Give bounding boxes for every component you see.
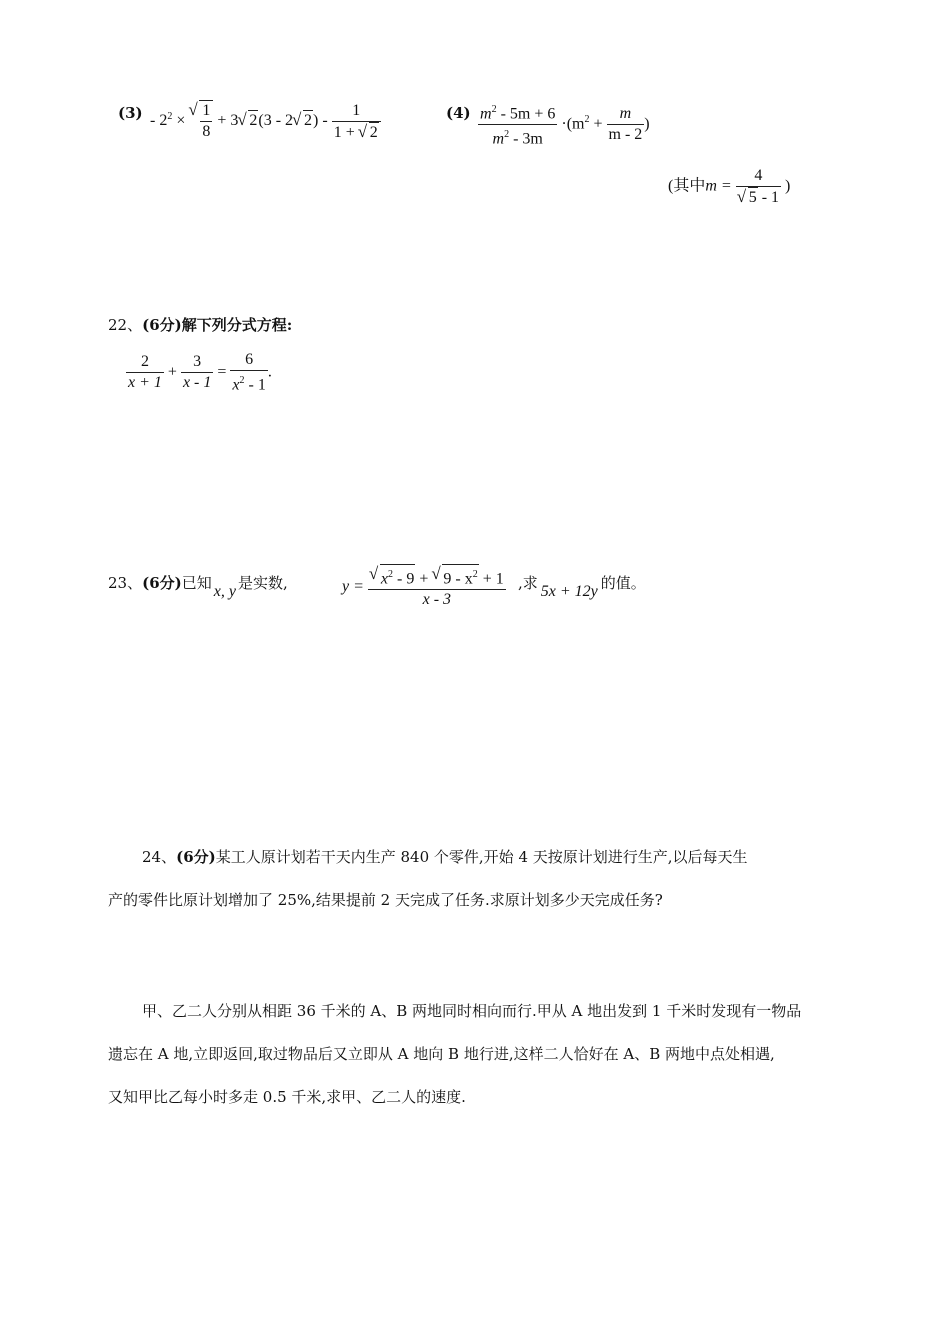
q4-frac2: $\frac{m}{m - 2}$ bbox=[608, 105, 643, 144]
q23-vars: x, y bbox=[213, 583, 236, 600]
q4-frac1: $\frac{m^2 - 5m + 6}{m^2 - 3m}$ bbox=[478, 100, 557, 150]
q3-label: (3) bbox=[118, 104, 143, 122]
q3-expr-e: ) - bbox=[313, 112, 328, 130]
q23-score: (6分) bbox=[142, 574, 182, 592]
q25-line1: 甲、乙二人分别从相距 36 千米的 A、B 两地同时相向而行.甲从 A 地出发到 1 千米时发现有一物品 bbox=[142, 1002, 802, 1020]
q4-expression: $\frac{m^2 - 5m + 6}{m^2 - 3m}$ $\cdot(m^2$ + $\frac{m}{m - 2}$ ) bbox=[478, 100, 650, 150]
q22-frac2: $\frac{3}{x - 1}$ bbox=[182, 353, 212, 392]
q25-line2: 遗忘在 A 地,立即返回,取过物品后又立即从 A 地向 B 地行进,这样二人恰好在 A、B 两地中点处相遇, bbox=[108, 1045, 775, 1063]
q23-number: 23、 bbox=[108, 574, 143, 592]
q22-frac1: $\frac{2}{x + 1}$ bbox=[128, 353, 162, 392]
q22-equation: $\frac{2}{x + 1}$ + $\frac{3}{x - 1}$ = $\frac{6}{x^2 - 1}$ . bbox=[128, 351, 272, 394]
q22-title: 解下列分式方程: bbox=[181, 316, 293, 334]
q3-exp: 2 bbox=[167, 110, 173, 122]
q22-heading bbox=[108, 314, 292, 335]
q3-frac2: $\frac{1}{1 + √ 2}$ bbox=[332, 101, 381, 143]
q22-score: (6分) bbox=[142, 316, 182, 334]
q3-sqrt2b: √ 2 bbox=[293, 110, 313, 130]
q22-number: 22、 bbox=[108, 316, 143, 334]
q22-frac3: $\frac{6}{x^2 - 1}$ bbox=[232, 351, 266, 394]
q23-equation: y = √ $\frac{x^2 - 9 + √ 9 - x^2 + 1}{x - 3}$ bbox=[342, 564, 506, 610]
q3-frac1: √ $\frac{1}{8}$ bbox=[202, 102, 211, 140]
q3-sqrt2: √ 2 bbox=[238, 110, 258, 130]
q24-line1: 24、(6分)某工人原计划若干天内生产 840 个零件,开始 4 天按原计划进行生产,以后每天生 bbox=[142, 848, 748, 866]
q4-plus: + bbox=[593, 115, 603, 133]
q3-sqrt-frac bbox=[189, 100, 213, 142]
q4-dot: ·(m bbox=[561, 115, 585, 133]
q4-condition: (其中m = 4 √ 5 - 1 ) bbox=[668, 166, 790, 208]
q3-expression bbox=[150, 100, 381, 143]
q4-close: ) bbox=[644, 115, 650, 133]
q23-line: 23、(6分)已知 x, y 是实数, bbox=[108, 574, 288, 600]
q3-times: × bbox=[176, 112, 186, 130]
q3-expr-d: (3 - 2 bbox=[258, 112, 294, 130]
q3-expr-c: + 3 bbox=[217, 112, 239, 130]
q23-expr: 5x + 12y bbox=[540, 583, 598, 600]
q23-tail: ,求 5x + 12y 的值。 bbox=[518, 574, 646, 600]
q4-cond-frac: 4 √ 5 - 1 bbox=[736, 166, 781, 208]
q25-line3: 又知甲比乙每小时多走 0.5 千米,求甲、乙二人的速度. bbox=[108, 1088, 466, 1106]
q3-expr-a: - 2 bbox=[150, 112, 168, 130]
q4-label: (4) bbox=[446, 104, 471, 122]
q23-frac: √ $\frac{x^2 - 9 + √ 9 - x^2 + 1}{x - 3}$ bbox=[368, 564, 506, 610]
q24-line2: 产的零件比原计划增加了 25%,结果提前 2 天完成了任务.求原计划多少天完成任务? bbox=[108, 891, 663, 909]
